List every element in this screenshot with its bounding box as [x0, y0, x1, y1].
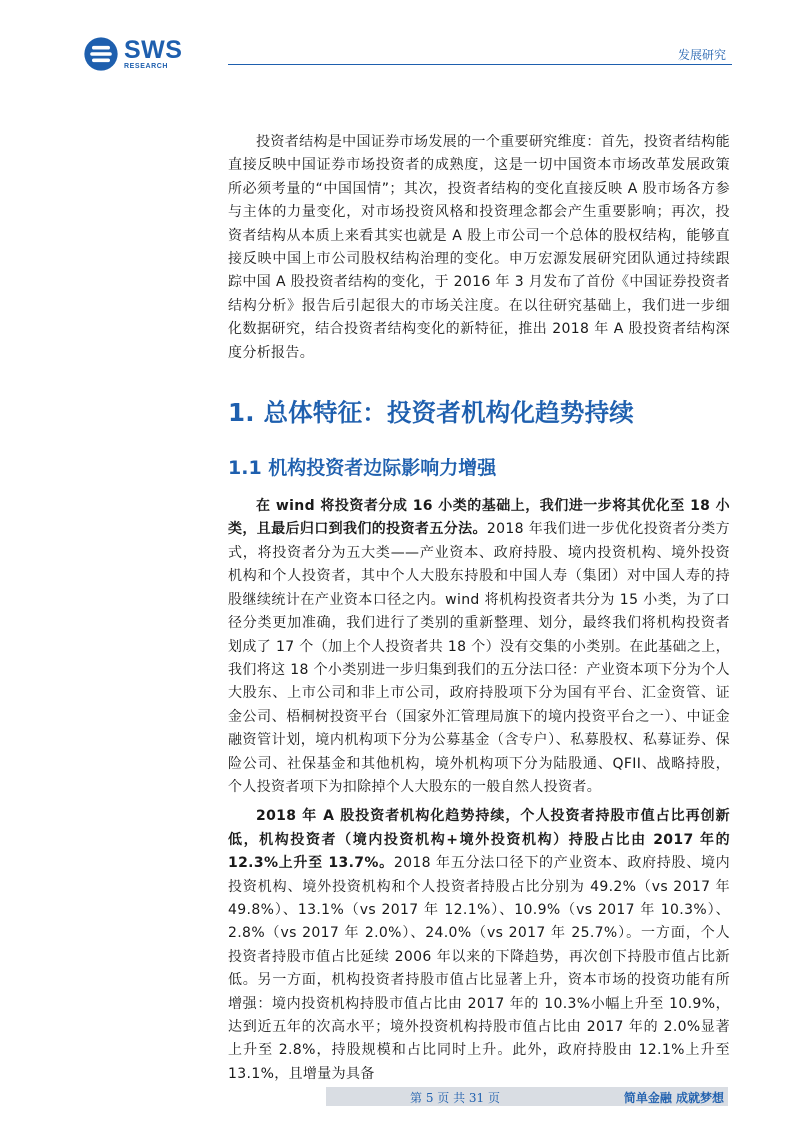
page-body — [228, 131, 730, 1086]
logo-subtitle: RESEARCH — [124, 62, 169, 70]
page-number: 第 5 页 共 31 页 — [410, 1091, 500, 1105]
logo-wordmark: SWS — [124, 35, 183, 64]
section-tag: 发展研究 — [677, 48, 726, 62]
intro-paragraph: 投资者结构是中国证券市场发展的一个重要研究维度：首先，投资者结构能直接反映中国证券市场投资者的成熟度，这是一切中国资本市场改革发展政策所必须考量的“中国国情”；其次，投资者结构的变化直接反映 A 股市场各方参与主体的力量变化，对市场投资风格和投资理念都会产生重要影响；再次，投资者结构从本质上来看其实也就是 A 股上市公司一个总体的股权结构，能够直接反映中国上市公司股权结构治理的变化。申万宏源发展研究团队通过持续跟踪中国 A 股投资者结构的变化，于 2016 年 3 月发布了首份《中国证券投资者结构分析》报告后引起很大的市场关注度。在以往研究基础上，我们进一步细化数据研究，结合投资者结构变化的新特征，推出 2018 年 A 股投资者结构深度分析报告。 — [228, 134, 730, 361]
sws-logo — [83, 34, 182, 74]
paragraph-text: 2018 年五分法口径下的产业资本、政府持股、境内投资机构、境外投资机构和个人投资者持股占比分别为 49.2%（vs 2017 年 49.8%）、13.1%（vs 2017 年 12.1%）、10.9%（vs 2017 年 10.3%）、2.8%（vs 2017 年 2.0%）、24.0%（vs 2017 年 25.7%）。一方面，个人投资者持股市值占比延续 2006 年以来的下降趋势，再次创下持股市值占比新低。另一方面，机构投资者持股市值占比显著上升，资本市场的投资功能有所增强：境内投资机构持股市值占比由 2017 年的 10.3%小幅上升至 10.9%，达到近五年的次高水平；境外投资机构持股市值占比由 2017 年的 2.0%显著上升至 2.8%，持股规模和占比同时上升。此外，政府持股由 12.1%上升至 13.1%，且增量为具备 — [228, 855, 731, 1082]
paragraph-lead: 在 wind 将投资者分成 16 小类的基础上，我们进一步将其优化至 18 小类，且最后归口到我们的投资者五分法。 — [228, 498, 730, 538]
page-header — [0, 0, 802, 76]
header-divider — [228, 64, 732, 65]
footer-slogan: 简单金融 成就梦想 — [623, 1091, 724, 1105]
paragraph-text: 2018 年我们进一步优化投资者分类方式，将投资者分为五大类——产业资本、政府持股、境内投资机构、境外投资机构和个人投资者，其中个人大股东持股和中国人寿（集团）对中国人寿的持股继续统计在产业资本口径之内。wind 将机构投资者共分为 15 小类，为了口径分类更加准确，我们进行了类别的重新整理、划分，最终我们将机构投资者划成了 17 个（加上个人投资者共 18 个）没有交集的小类别。在此基础之上，我们将这 18 个小类别进一步归集到我们的五分法口径：产业资本项下分为个人大股东、上市公司和非上市公司，政府持股项下分为国有平台、汇金资管、证金公司、梧桐树投资平台（国家外汇管理局旗下的境内投资平台之一）、中证金融资管计划，境内机构项下分为公募基金（含专户）、私募股权、私募证券、保险公司、社保基金和其他机构，境外机构项下分为陆股通、QFII、战略持股，个人投资者项下为扣除掉个人大股东的一般自然人投资者。 — [228, 521, 730, 795]
paragraph-institutionalization — [228, 805, 730, 1086]
sws-logo-icon — [83, 36, 119, 72]
paragraph-lead: 2018 年 A 股投资者机构化趋势持续，个人投资者持股市值占比再创新低，机构投资者（境内投资机构+境外投资机构）持股占比由 2017 年的 12.3%上升至 13.7%。 — [228, 808, 730, 872]
subsection-heading: 1.1 机构投资者边际影响力增强 — [228, 456, 497, 479]
paragraph-classification — [228, 495, 730, 799]
section-heading: 1. 总体特征：投资者机构化趋势持续 — [228, 397, 634, 427]
